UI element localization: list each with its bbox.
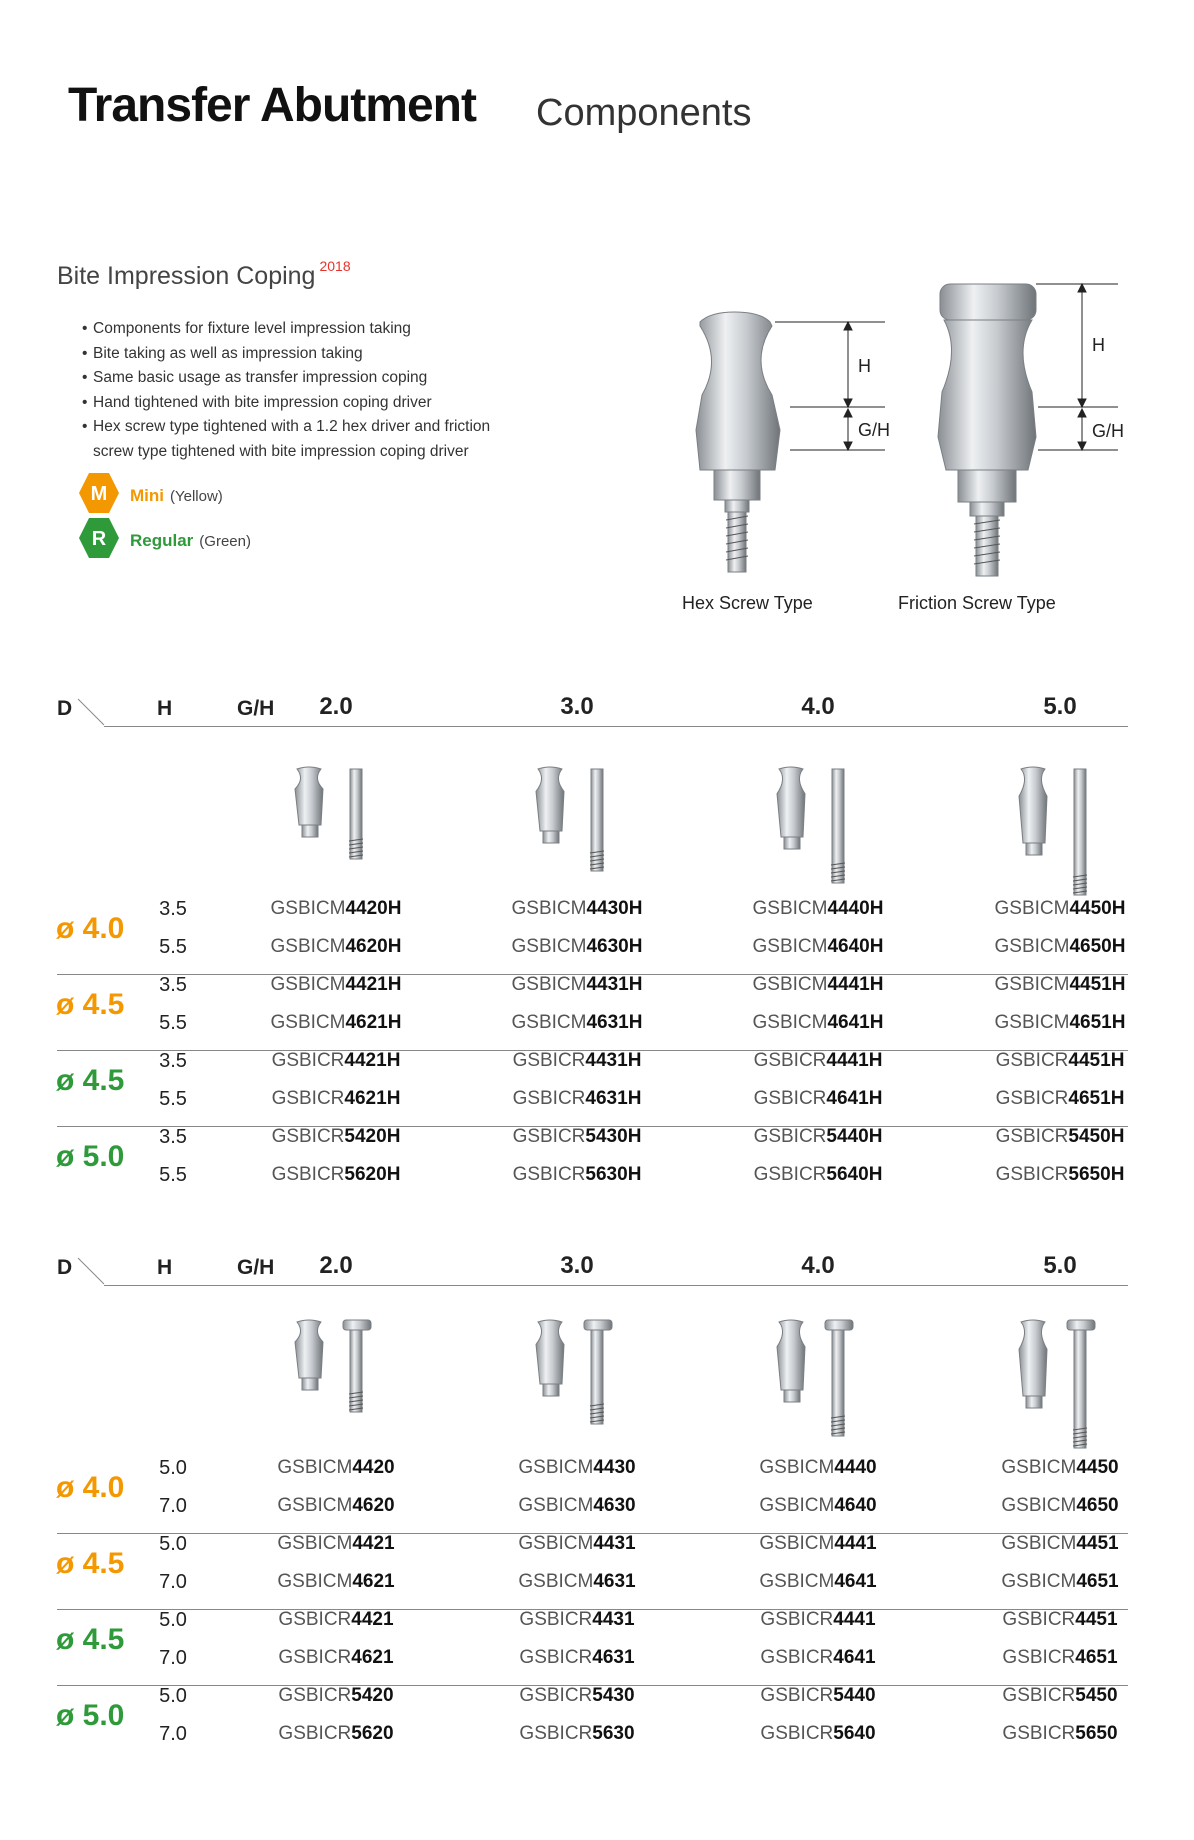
header-gh-value: 4.0 bbox=[801, 693, 835, 720]
header-gh-value: 2.0 bbox=[319, 693, 353, 720]
product-code-number: 4451H bbox=[1069, 974, 1126, 995]
product-code-prefix: GSBICR bbox=[271, 1088, 345, 1109]
product-code-prefix: GSBICR bbox=[995, 1088, 1069, 1109]
header-rule bbox=[104, 726, 1128, 727]
product-code-prefix: GSBICM bbox=[277, 1457, 353, 1478]
hex-screw-type-caption: Hex Screw Type bbox=[682, 593, 813, 613]
product-code-number: 4431H bbox=[585, 1050, 642, 1071]
diameter-label: ø 4.0 bbox=[56, 1471, 125, 1504]
product-code-number: 4450H bbox=[1069, 898, 1126, 919]
hex-screw-type-figure bbox=[680, 300, 900, 590]
product-code bbox=[960, 974, 1160, 996]
product-code bbox=[718, 1088, 918, 1110]
product-code-number: 4440 bbox=[834, 1457, 877, 1478]
bullet-mark: • bbox=[82, 320, 88, 337]
product-code bbox=[718, 1609, 918, 1631]
product-code-number: 4441H bbox=[826, 1050, 883, 1071]
product-code bbox=[477, 1012, 677, 1034]
product-code-prefix: GSBICM bbox=[270, 1012, 346, 1033]
product-code bbox=[718, 1647, 918, 1669]
product-code-prefix: GSBICM bbox=[511, 936, 587, 957]
product-code-number: 5630H bbox=[585, 1164, 642, 1185]
product-code-number: 5420 bbox=[351, 1685, 394, 1706]
product-code-prefix: GSBICM bbox=[752, 1012, 828, 1033]
product-code-number: 4651 bbox=[1075, 1647, 1118, 1668]
product-code-number: 4630H bbox=[586, 936, 643, 957]
product-code bbox=[477, 1685, 677, 1707]
product-code-prefix: GSBICM bbox=[270, 974, 346, 995]
product-code-prefix: GSBICM bbox=[518, 1495, 594, 1516]
product-code-prefix: GSBICM bbox=[511, 974, 587, 995]
bullet-mark: • bbox=[82, 369, 88, 386]
diameter-label: ø 5.0 bbox=[56, 1140, 125, 1173]
product-code bbox=[718, 1495, 918, 1517]
header-gh-value: 4.0 bbox=[801, 1252, 835, 1279]
product-code-number: 4430H bbox=[586, 898, 643, 919]
product-code-number: 4421H bbox=[344, 1050, 401, 1071]
product-code bbox=[718, 1457, 918, 1479]
h-value: 3.5 bbox=[159, 1050, 187, 1072]
product-code-number: 4621H bbox=[345, 1012, 402, 1033]
product-code bbox=[477, 1609, 677, 1631]
product-code-number: 4440H bbox=[827, 898, 884, 919]
product-code-prefix: GSBICM bbox=[759, 1533, 835, 1554]
product-code-number: 5450H bbox=[1068, 1126, 1125, 1147]
product-code-prefix: GSBICR bbox=[519, 1609, 593, 1630]
section-year: 2018 bbox=[319, 258, 351, 274]
regular-badge-letter: R bbox=[91, 528, 107, 550]
diameter-label: ø 4.0 bbox=[56, 912, 125, 945]
product-code-number: 4620H bbox=[345, 936, 402, 957]
product-code bbox=[236, 974, 436, 996]
h-value: 3.5 bbox=[159, 1126, 187, 1148]
product-code bbox=[718, 1571, 918, 1593]
product-code bbox=[236, 1571, 436, 1593]
product-code bbox=[477, 1571, 677, 1593]
regular-badge-label: Regular (Green) bbox=[130, 531, 251, 550]
product-code-number: 5620H bbox=[344, 1164, 401, 1185]
product-code-number: 4621 bbox=[351, 1647, 394, 1668]
product-code bbox=[236, 1126, 436, 1148]
product-code bbox=[477, 1647, 677, 1669]
product-code bbox=[960, 936, 1160, 958]
product-code-number: 5650H bbox=[1068, 1164, 1125, 1185]
product-code bbox=[477, 1088, 677, 1110]
product-code bbox=[477, 1126, 677, 1148]
product-code bbox=[960, 1571, 1160, 1593]
hex-coping-thumbnail bbox=[1015, 765, 1105, 901]
product-code bbox=[960, 1495, 1160, 1517]
product-code-number: 5440 bbox=[833, 1685, 876, 1706]
product-code-prefix: GSBICR bbox=[271, 1126, 345, 1147]
product-code-prefix: GSBICR bbox=[995, 1050, 1069, 1071]
product-code-number: 4441 bbox=[833, 1609, 876, 1630]
product-code-number: 5450 bbox=[1075, 1685, 1118, 1706]
product-code-prefix: GSBICR bbox=[1002, 1723, 1076, 1744]
product-code-prefix: GSBICM bbox=[1001, 1457, 1077, 1478]
product-code-number: 4441H bbox=[827, 974, 884, 995]
product-code bbox=[960, 1164, 1160, 1186]
h-value: 5.5 bbox=[159, 1164, 187, 1186]
product-code-prefix: GSBICR bbox=[1002, 1685, 1076, 1706]
dim-h-label: H bbox=[1092, 335, 1105, 355]
header-gh-value: 5.0 bbox=[1043, 693, 1077, 720]
header-rule bbox=[104, 1285, 1128, 1286]
product-code-prefix: GSBICM bbox=[759, 1571, 835, 1592]
product-code-prefix: GSBICR bbox=[995, 1126, 1069, 1147]
product-code bbox=[236, 1012, 436, 1034]
h-value: 3.5 bbox=[159, 898, 187, 920]
product-code bbox=[236, 898, 436, 920]
dim-h-label: H bbox=[858, 356, 871, 376]
product-code bbox=[718, 1164, 918, 1186]
product-code bbox=[960, 1609, 1160, 1631]
product-code bbox=[960, 1012, 1160, 1034]
product-code-prefix: GSBICR bbox=[512, 1164, 586, 1185]
product-code-prefix: GSBICR bbox=[271, 1164, 345, 1185]
product-code bbox=[960, 1533, 1160, 1555]
mini-badge-label: Mini (Yellow) bbox=[130, 486, 223, 505]
product-code-prefix: GSBICM bbox=[752, 974, 828, 995]
dim-gh-label: G/H bbox=[1092, 421, 1125, 441]
hex-coping-thumbnail bbox=[532, 765, 622, 877]
diameter-label: ø 4.5 bbox=[56, 1064, 125, 1097]
product-code-prefix: GSBICM bbox=[511, 1012, 587, 1033]
product-code bbox=[960, 1088, 1160, 1110]
product-code-number: 4631H bbox=[586, 1012, 643, 1033]
product-code-prefix: GSBICR bbox=[278, 1723, 352, 1744]
product-code-prefix: GSBICR bbox=[760, 1685, 834, 1706]
product-code-prefix: GSBICR bbox=[512, 1126, 586, 1147]
header-diagonal-line bbox=[76, 695, 106, 727]
page-title: Transfer Abutment bbox=[68, 79, 476, 132]
bullet-mark: • bbox=[82, 393, 88, 411]
product-code-prefix: GSBICR bbox=[760, 1723, 834, 1744]
product-code-prefix: GSBICR bbox=[519, 1647, 593, 1668]
product-code-prefix: GSBICM bbox=[1001, 1533, 1077, 1554]
product-code-number: 4641H bbox=[826, 1088, 883, 1109]
product-code bbox=[236, 936, 436, 958]
product-code-prefix: GSBICR bbox=[519, 1723, 593, 1744]
h-value: 7.0 bbox=[159, 1495, 187, 1517]
diameter-label: ø 4.5 bbox=[56, 1547, 125, 1580]
product-code bbox=[718, 1533, 918, 1555]
h-value: 5.5 bbox=[159, 1012, 187, 1034]
product-code bbox=[960, 1457, 1160, 1479]
product-code-number: 4621 bbox=[352, 1571, 395, 1592]
product-code-prefix: GSBICM bbox=[277, 1533, 353, 1554]
product-code-number: 5640H bbox=[826, 1164, 883, 1185]
product-code-prefix: GSBICM bbox=[511, 898, 587, 919]
product-code-number: 5630 bbox=[592, 1723, 635, 1744]
product-code-prefix: GSBICM bbox=[994, 974, 1070, 995]
header-h: H bbox=[157, 697, 173, 720]
product-code-prefix: GSBICR bbox=[760, 1647, 834, 1668]
product-code bbox=[236, 1647, 436, 1669]
h-value: 5.5 bbox=[159, 936, 187, 958]
product-code-prefix: GSBICM bbox=[270, 898, 346, 919]
mini-hexagon-icon bbox=[78, 472, 120, 514]
product-code-number: 4451H bbox=[1068, 1050, 1125, 1071]
product-code bbox=[236, 1609, 436, 1631]
product-code-prefix: GSBICM bbox=[277, 1571, 353, 1592]
product-code-prefix: GSBICR bbox=[271, 1050, 345, 1071]
product-code-number: 5620 bbox=[351, 1723, 394, 1744]
product-code bbox=[477, 1457, 677, 1479]
product-code-prefix: GSBICR bbox=[512, 1050, 586, 1071]
product-code bbox=[960, 1647, 1160, 1669]
mini-badge-letter: M bbox=[90, 483, 108, 505]
product-code-number: 5650 bbox=[1075, 1723, 1118, 1744]
header-gh-value: 3.0 bbox=[560, 693, 594, 720]
product-code bbox=[236, 1164, 436, 1186]
product-code-number: 4431H bbox=[586, 974, 643, 995]
feature-list bbox=[82, 317, 522, 464]
header-d: D bbox=[57, 697, 73, 720]
product-code-prefix: GSBICM bbox=[752, 936, 828, 957]
product-code-number: 5430H bbox=[585, 1126, 642, 1147]
h-value: 7.0 bbox=[159, 1571, 187, 1593]
product-code-prefix: GSBICM bbox=[759, 1495, 835, 1516]
h-value: 5.0 bbox=[159, 1533, 187, 1555]
product-code bbox=[477, 1164, 677, 1186]
page-subtitle: Components bbox=[536, 92, 752, 134]
product-code-prefix: GSBICM bbox=[518, 1457, 594, 1478]
product-code bbox=[477, 1495, 677, 1517]
product-code bbox=[718, 1723, 918, 1745]
product-code-number: 5420H bbox=[344, 1126, 401, 1147]
diameter-label: ø 4.5 bbox=[56, 988, 125, 1021]
friction-coping-thumbnail bbox=[291, 1318, 381, 1418]
product-code-prefix: GSBICM bbox=[518, 1571, 594, 1592]
product-code bbox=[718, 974, 918, 996]
product-code-prefix: GSBICM bbox=[752, 898, 828, 919]
friction-coping-thumbnail bbox=[532, 1318, 622, 1430]
feature-item: • Components for fixture level impression taking bbox=[82, 317, 522, 342]
product-code-number: 4430 bbox=[593, 1457, 636, 1478]
product-code bbox=[718, 936, 918, 958]
header-h: H bbox=[157, 1256, 173, 1279]
product-code bbox=[236, 1495, 436, 1517]
header-gh-value: 5.0 bbox=[1043, 1252, 1077, 1279]
product-code-number: 4651 bbox=[1076, 1571, 1119, 1592]
product-code-prefix: GSBICR bbox=[278, 1609, 352, 1630]
product-code-number: 4621H bbox=[344, 1088, 401, 1109]
product-code-prefix: GSBICM bbox=[759, 1457, 835, 1478]
product-code bbox=[960, 1126, 1160, 1148]
bullet-mark: • bbox=[82, 418, 88, 435]
product-code-number: 4421H bbox=[345, 974, 402, 995]
product-code-prefix: GSBICR bbox=[753, 1088, 827, 1109]
product-code-number: 5640 bbox=[833, 1723, 876, 1744]
product-code-prefix: GSBICR bbox=[760, 1609, 834, 1630]
product-code bbox=[718, 1126, 918, 1148]
product-code-number: 4620 bbox=[352, 1495, 395, 1516]
h-value: 5.0 bbox=[159, 1685, 187, 1707]
product-code-number: 4450 bbox=[1076, 1457, 1119, 1478]
product-code-number: 4631 bbox=[593, 1571, 636, 1592]
friction-screw-type-caption: Friction Screw Type bbox=[898, 593, 1056, 613]
friction-coping-thumbnail bbox=[773, 1318, 863, 1442]
product-code bbox=[477, 1723, 677, 1745]
product-code-number: 4630 bbox=[593, 1495, 636, 1516]
product-code-prefix: GSBICM bbox=[518, 1533, 594, 1554]
feature-item: • Same basic usage as transfer impression coping bbox=[82, 366, 522, 391]
product-code bbox=[236, 1685, 436, 1707]
product-code-prefix: GSBICR bbox=[753, 1050, 827, 1071]
product-code-prefix: GSBICR bbox=[995, 1164, 1069, 1185]
product-code-number: 4451 bbox=[1075, 1609, 1118, 1630]
h-value: 7.0 bbox=[159, 1723, 187, 1745]
h-value: 5.5 bbox=[159, 1088, 187, 1110]
h-value: 5.0 bbox=[159, 1609, 187, 1631]
product-code-prefix: GSBICR bbox=[278, 1685, 352, 1706]
h-value: 5.0 bbox=[159, 1457, 187, 1479]
product-code bbox=[960, 1050, 1160, 1072]
product-code-prefix: GSBICM bbox=[277, 1495, 353, 1516]
product-code-number: 4421 bbox=[352, 1533, 395, 1554]
product-code-number: 5430 bbox=[592, 1685, 635, 1706]
h-value: 3.5 bbox=[159, 974, 187, 996]
product-code-prefix: GSBICR bbox=[753, 1126, 827, 1147]
hex-coping-thumbnail bbox=[291, 765, 381, 865]
diameter-label: ø 5.0 bbox=[56, 1699, 125, 1732]
product-code-number: 4641H bbox=[827, 1012, 884, 1033]
product-code-prefix: GSBICM bbox=[1001, 1495, 1077, 1516]
product-code-number: 4640H bbox=[827, 936, 884, 957]
header-gh-value: 2.0 bbox=[319, 1252, 353, 1279]
regular-hexagon-icon bbox=[78, 517, 120, 559]
product-code-prefix: GSBICM bbox=[270, 936, 346, 957]
product-code bbox=[477, 1050, 677, 1072]
product-code-number: 4421 bbox=[351, 1609, 394, 1630]
product-code bbox=[236, 1050, 436, 1072]
section-title bbox=[57, 258, 351, 291]
product-code bbox=[236, 1088, 436, 1110]
feature-item: • Hex screw type tightened with a 1.2 hex driver and friction screw type tightened with bite impression coping driver bbox=[82, 415, 522, 464]
product-code-prefix: GSBICR bbox=[1002, 1647, 1076, 1668]
product-code bbox=[236, 1723, 436, 1745]
product-code-prefix: GSBICR bbox=[753, 1164, 827, 1185]
product-code bbox=[236, 1457, 436, 1479]
product-code bbox=[960, 1685, 1160, 1707]
header-gh: G/H bbox=[237, 697, 275, 720]
product-code-number: 4420 bbox=[352, 1457, 395, 1478]
product-code-number: 4641 bbox=[834, 1571, 877, 1592]
product-code-prefix: GSBICR bbox=[519, 1685, 593, 1706]
product-code-number: 4640 bbox=[834, 1495, 877, 1516]
bullet-mark: • bbox=[82, 344, 88, 362]
product-code-number: 4631H bbox=[585, 1088, 642, 1109]
product-code-number: 4651H bbox=[1068, 1088, 1125, 1109]
product-code bbox=[236, 1533, 436, 1555]
friction-screw-type-figure bbox=[918, 282, 1138, 592]
header-d: D bbox=[57, 1256, 73, 1279]
header-diagonal-line bbox=[76, 1254, 106, 1286]
feature-item: • Bite taking as well as impression taking bbox=[82, 342, 522, 367]
product-code bbox=[718, 898, 918, 920]
header-gh: G/H bbox=[237, 1256, 275, 1279]
product-code bbox=[960, 1723, 1160, 1745]
product-code bbox=[477, 936, 677, 958]
product-code-prefix: GSBICR bbox=[1002, 1609, 1076, 1630]
friction-coping-thumbnail bbox=[1015, 1318, 1105, 1454]
h-value: 7.0 bbox=[159, 1647, 187, 1669]
product-code bbox=[477, 1533, 677, 1555]
product-code-prefix: GSBICM bbox=[994, 1012, 1070, 1033]
product-code-prefix: GSBICM bbox=[994, 898, 1070, 919]
product-code-number: 4451 bbox=[1076, 1533, 1119, 1554]
header-gh-value: 3.0 bbox=[560, 1252, 594, 1279]
product-code-prefix: GSBICR bbox=[512, 1088, 586, 1109]
product-code bbox=[477, 974, 677, 996]
hex-coping-thumbnail bbox=[773, 765, 863, 889]
product-code-number: 5440H bbox=[826, 1126, 883, 1147]
product-code bbox=[960, 898, 1160, 920]
product-code-number: 4431 bbox=[593, 1533, 636, 1554]
diameter-label: ø 4.5 bbox=[56, 1623, 125, 1656]
product-code-number: 4420H bbox=[345, 898, 402, 919]
product-code bbox=[718, 1050, 918, 1072]
product-code-number: 4650H bbox=[1069, 936, 1126, 957]
product-code-number: 4631 bbox=[592, 1647, 635, 1668]
section-title-text: Bite Impression Coping bbox=[57, 262, 316, 290]
product-code-prefix: GSBICM bbox=[994, 936, 1070, 957]
product-code-number: 4650 bbox=[1076, 1495, 1119, 1516]
product-code-number: 4651H bbox=[1069, 1012, 1126, 1033]
product-code-number: 4431 bbox=[592, 1609, 635, 1630]
product-code bbox=[718, 1012, 918, 1034]
product-code bbox=[718, 1685, 918, 1707]
product-code bbox=[477, 898, 677, 920]
feature-item: • Hand tightened with bite impression coping driver bbox=[82, 391, 522, 416]
dim-gh-label: G/H bbox=[858, 420, 891, 440]
product-code-prefix: GSBICR bbox=[278, 1647, 352, 1668]
product-code-number: 4441 bbox=[834, 1533, 877, 1554]
product-code-prefix: GSBICM bbox=[1001, 1571, 1077, 1592]
product-code-number: 4641 bbox=[833, 1647, 876, 1668]
